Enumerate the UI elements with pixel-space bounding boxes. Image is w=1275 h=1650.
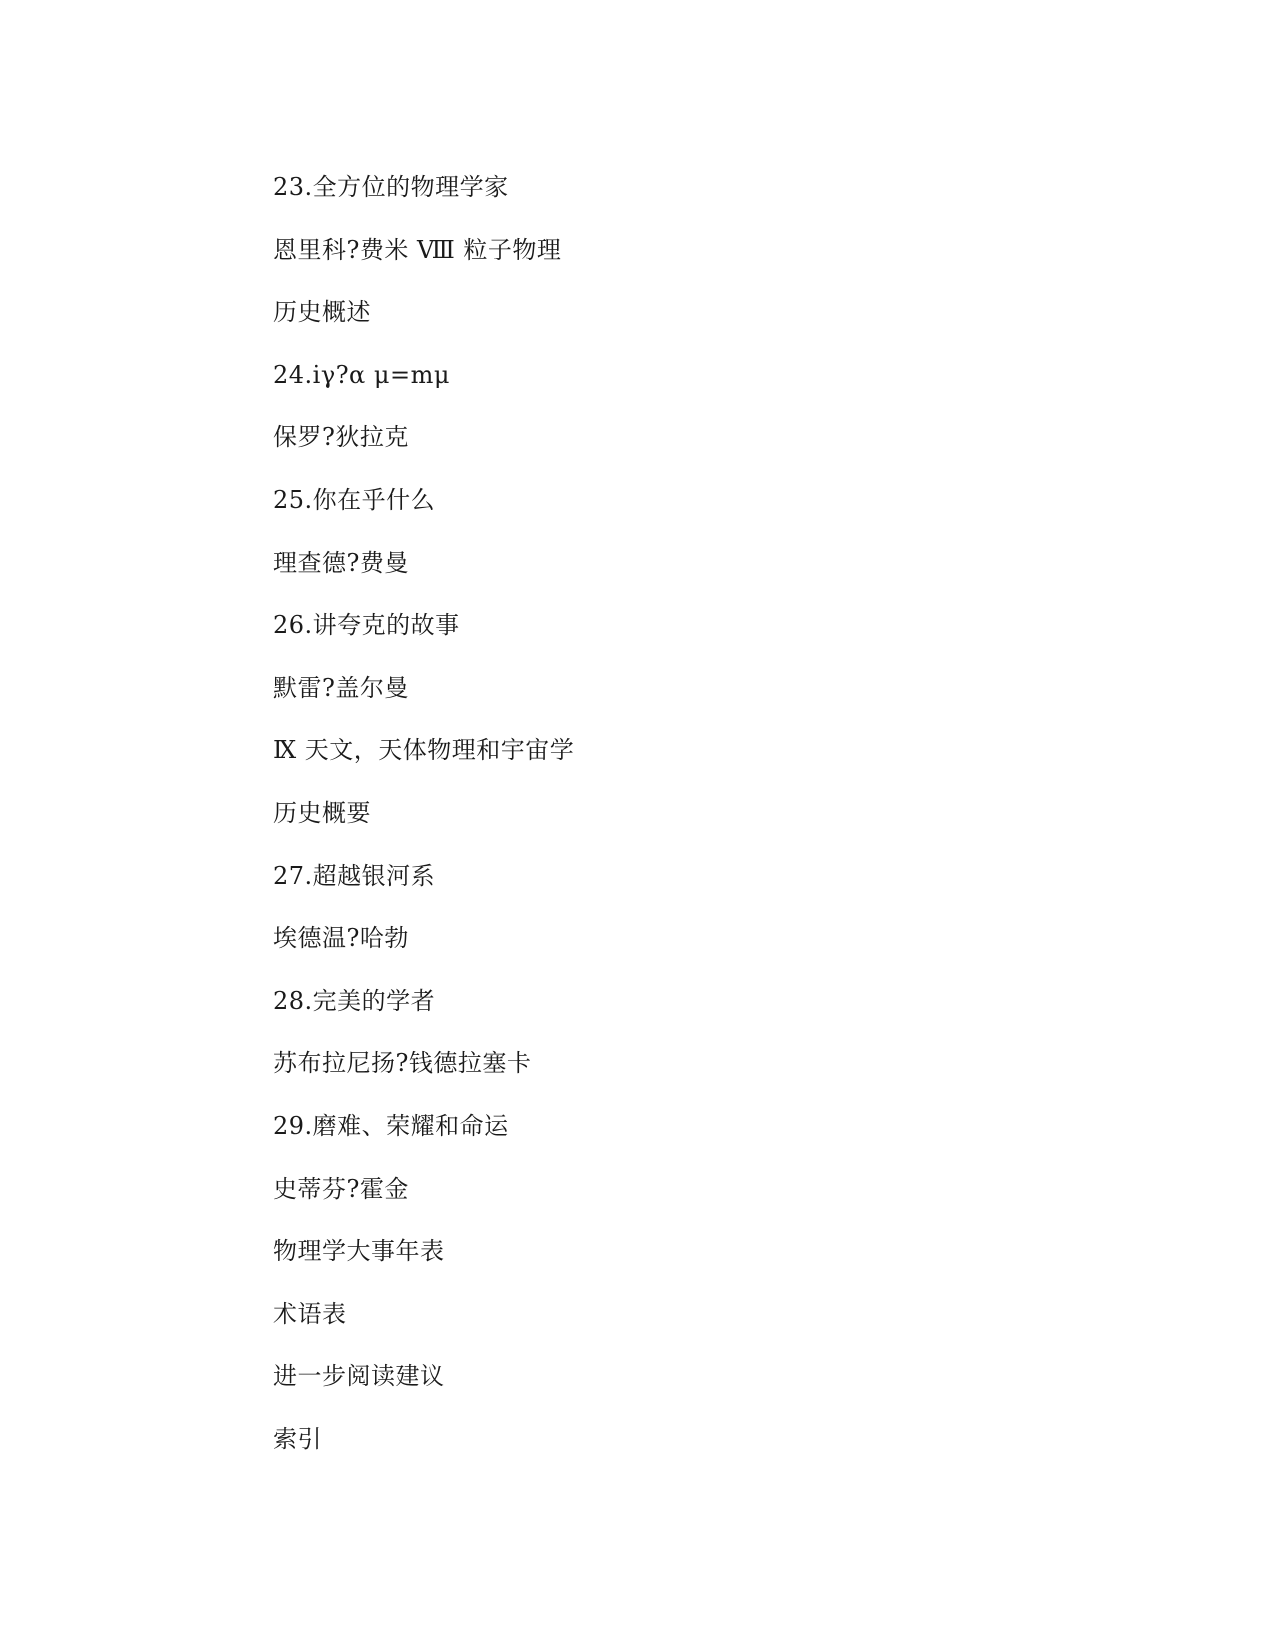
chapter-26-person: 默雷?盖尔曼: [273, 673, 409, 702]
chapter-27-title: 27.超越银河系: [273, 861, 436, 890]
table-of-contents: [273, 168, 1173, 1482]
chapter-24-title: 24.iγ?α μ=mμ: [273, 360, 450, 389]
chapter-29-title: 29.磨难、荣耀和命运: [273, 1111, 509, 1140]
chapter-24-person: 保罗?狄拉克: [273, 423, 409, 452]
chapter-25-person: 理查德?费曼: [273, 548, 409, 577]
glossary-heading: 术语表: [273, 1299, 347, 1328]
part-9-history-overview: 历史概要: [273, 798, 371, 827]
fermi-and-part-8-heading: 恩里科?费米 Ⅷ 粒子物理: [273, 235, 562, 264]
chapter-28-title: 28.完美的学者: [273, 986, 436, 1015]
chapter-26-title: 26.讲夸克的故事: [273, 611, 460, 640]
index-heading: 索引: [273, 1424, 322, 1453]
further-reading-heading: 进一步阅读建议: [273, 1362, 445, 1391]
chapter-29-person: 史蒂芬?霍金: [273, 1174, 409, 1203]
chapter-27-person: 埃德温?哈勃: [273, 924, 409, 953]
chronology-heading: 物理学大事年表: [273, 1237, 445, 1266]
part-9-heading: Ⅸ 天文，天体物理和宇宙学: [273, 736, 575, 765]
part-8-history-overview: 历史概述: [273, 298, 371, 327]
chapter-23-title: 23.全方位的物理学家: [273, 173, 509, 201]
chapter-25-title: 25.你在乎什么: [273, 485, 436, 514]
chapter-28-person: 苏布拉尼扬?钱德拉塞卡: [273, 1049, 532, 1078]
